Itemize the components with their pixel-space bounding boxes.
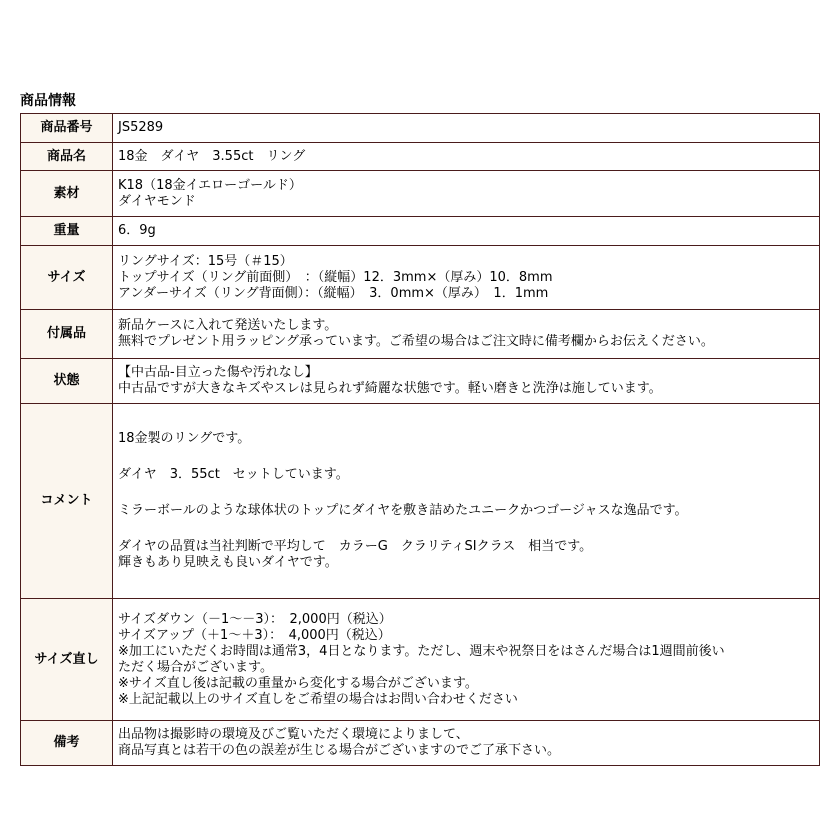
label-size: サイズ: [21, 246, 113, 310]
condition-line: 中古品ですが大きなキズやスレは見られず綺麗な状態です。軽い磨きと洗浄は施しています。: [118, 381, 662, 396]
label-accessories: 付属品: [21, 310, 113, 359]
row-comment: [21, 404, 820, 599]
value-accessories: [113, 310, 820, 359]
row-notes: [21, 721, 820, 766]
size-line: トップサイズ（リング前面側） ：（縦幅）12．3mm×（厚み）10．8mm: [118, 269, 553, 285]
condition-line: 【中古品-目立った傷や汚れなし】: [118, 365, 318, 380]
product-info-table: [20, 113, 820, 766]
row-accessories: [21, 310, 820, 359]
comment-paragraph: ダイヤ 3．55ct セットしています。: [118, 467, 349, 482]
resizing-line: ※上記記載以上のサイズ直しをご希望の場合はお問い合わせください: [118, 691, 518, 707]
resizing-line: ただく場合がございます。: [118, 659, 273, 675]
resizing-line: サイズダウン（－1～－3）： 2,000円（税込）: [118, 611, 392, 627]
value-notes: [113, 721, 820, 766]
row-material: [21, 171, 820, 217]
resizing-line: ※サイズ直し後は記載の重量から変化する場合がございます。: [118, 675, 478, 691]
resizing-line: ※加工にいただくお時間は通常3，4日となります。ただし、週末や祝祭日をはさんだ場合は1週間前後い: [118, 643, 725, 659]
label-resizing: サイズ直し: [21, 599, 113, 721]
value-material: [113, 171, 820, 217]
notes-line: 出品物は撮影時の環境及びご覧いただく環境によりまして、: [118, 727, 469, 742]
material-line: K18（18金イエローゴールド）: [118, 177, 302, 193]
size-line: アンダーサイズ（リング背面側）：（縦幅） 3．0mm×（厚み） 1．1mm: [118, 285, 549, 301]
resizing-line: サイズアップ（＋1～＋3）： 4,000円（税込）: [118, 627, 391, 643]
section-title: 商品情報: [20, 93, 76, 109]
comment-paragraph: ミラーボールのような球体状のトップにダイヤを敷き詰めたユニークかつゴージャスな逸品です。: [118, 503, 688, 518]
value-comment: [113, 404, 820, 599]
row-resizing: [21, 599, 820, 721]
label-product-name: 商品名: [21, 143, 113, 171]
value-size: [113, 246, 820, 310]
row-condition: [21, 359, 820, 404]
row-product-name: [21, 143, 820, 171]
label-material: 素材: [21, 171, 113, 217]
value-resizing: [113, 599, 820, 721]
comment-paragraph: ダイヤの品質は当社判断で平均して カラーG クラリティSIクラス 相当です。: [118, 539, 593, 554]
accessories-line: 無料でプレゼント用ラッピング承っています。ご希望の場合はご注文時に備考欄からお伝えください。: [118, 334, 714, 349]
row-weight: [21, 217, 820, 246]
label-weight: 重量: [21, 217, 113, 246]
label-condition: 状態: [21, 359, 113, 404]
label-product-number: 商品番号: [21, 114, 113, 143]
value-weight: 6．9g: [113, 217, 820, 246]
row-product-number: [21, 114, 820, 143]
value-product-name: 18金 ダイヤ 3.55ct リング: [113, 143, 820, 171]
material-line: ダイヤモンド: [118, 193, 196, 209]
label-notes: 備考: [21, 721, 113, 766]
row-size: [21, 246, 820, 310]
paragraph-gap: [118, 483, 814, 503]
value-product-number: JS5289: [113, 114, 820, 143]
notes-line: 商品写真とは若干の色の誤差が生じる場合がございますのでご了承下さい。: [118, 743, 561, 758]
size-line: リングサイズ：15号（＃15）: [118, 253, 293, 269]
label-comment: コメント: [21, 404, 113, 599]
paragraph-gap: [118, 447, 814, 467]
paragraph-gap: [118, 519, 814, 539]
value-condition: [113, 359, 820, 404]
accessories-line: 新品ケースに入れて発送いたします。: [118, 318, 338, 333]
comment-paragraph: 18金製のリングです。: [118, 431, 251, 446]
comment-paragraph: 輝きもあり見映えも良いダイヤです。: [118, 555, 338, 570]
